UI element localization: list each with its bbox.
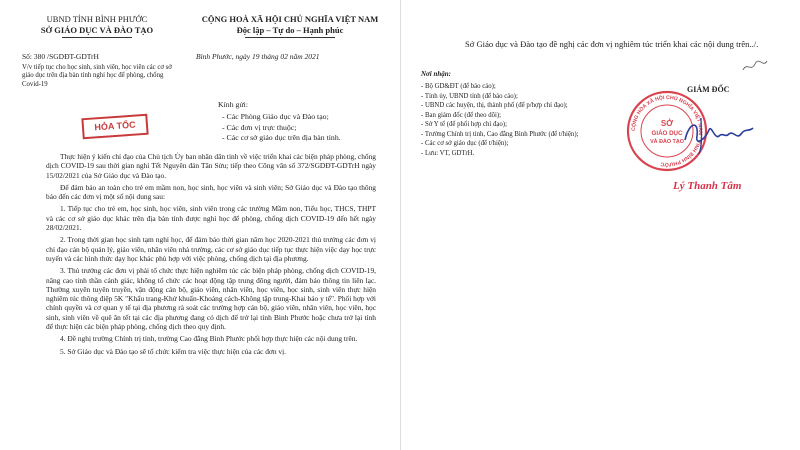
document-number: Số: 380 /SGDĐT-GDTrH xyxy=(22,52,99,61)
distribution-item: - Lưu: VT, GDTrH. xyxy=(421,149,475,157)
body-paragraph: Thực hiện ý kiến chỉ đạo của Chủ tịch Ủy ban nhân dân tỉnh về việc triển khai các biện pháp phòng, chống dịch COVID-19 sau thời gian nghỉ Tết Nguyên đán Tân Sửu; tiếp theo Công văn số 372/SGDĐT-GDTrH ngày 15/02/2021 của Sở Giáo dục và Đào tạo. xyxy=(46,152,376,180)
signatory-title: GIÁM ĐỐC xyxy=(687,85,730,94)
body-paragraph: 2. Trong thời gian học sinh tạm nghỉ học, để đảm bảo thời gian năm học 2020-2021 thủ trưởng các đơn vị chỉ đạo cán bộ quản lý, giáo viên, nhân viên nhà trường, các cơ sở giáo dục tiếp tục thực hiện việc dạy học trực tuyến và các hình thức dạy học khác phù hợp với việc phòng, chống dịch tại địa phương. xyxy=(46,235,376,263)
motto-rule xyxy=(245,37,335,38)
svg-text:GIÁO DỤC: GIÁO DỤC xyxy=(651,130,683,137)
recipients-distribution-list xyxy=(421,82,578,158)
distribution-item: - Sở Y tế (để phối hợp chỉ đạo); xyxy=(421,121,507,128)
signature-icon xyxy=(679,110,759,160)
recipient-item: - Các đơn vị trực thuộc; xyxy=(222,122,297,132)
document-date: Bình Phước, ngày 19 tháng 02 năm 2021 xyxy=(196,52,320,61)
distribution-item: - UBND các huyện, thị, thành phố (để p/hợp chỉ đạo); xyxy=(421,102,568,109)
header-rule xyxy=(62,37,132,38)
nation-title: CỘNG HOÀ XÃ HỘI CHỦ NGHĨA VIỆT NAM xyxy=(201,14,379,24)
handwritten-mark-icon xyxy=(741,58,769,74)
recipient-list xyxy=(222,112,341,144)
nation-header xyxy=(190,14,390,38)
distribution-item: - Trường Chính trị tỉnh, Cao đẳng Bình Phước (để t/hiện); xyxy=(421,130,579,138)
svg-text:CỘNG HÒA XÃ HỘI CHỦ NGHĨA VIỆT: CỘNG HÒA XÃ HỘI CHỦ NGHĨA VIỆT NAM · TỈNH BÌNH PHƯỚC xyxy=(630,94,704,168)
agency-name: SỞ GIÁO DỤC VÀ ĐÀO TẠO xyxy=(40,25,154,35)
svg-text:VÀ ĐÀO TẠO: VÀ ĐÀO TẠO xyxy=(650,139,684,145)
recipient-item: - Các cơ sở giáo dục trên địa bàn tỉnh. xyxy=(222,133,341,142)
recipient-item: - Các Phòng Giáo dục và Đào tạo; xyxy=(222,112,329,121)
document-subject: V/v tiếp tục cho học sinh, sinh viên, học viên các cơ sở giáo dục trên địa bàn tỉnh nghỉ học để phòng, chống Covid-19 xyxy=(22,64,172,88)
closing-paragraph: Sở Giáo dục và Đào tạo đề nghị các đơn vị nghiêm túc triển khai các nội dung trên../. xyxy=(465,39,759,49)
body-paragraph: 5. Sở Giáo dục và Đào tạo sẽ tổ chức kiểm tra việc thực hiện của các đơn vị. xyxy=(60,346,286,356)
body-paragraph: 3. Thủ trưởng các đơn vị phải tổ chức thực hiện nghiêm túc các biện pháp phòng, chống dịch COVID-19, nâng cao tinh thần cảnh giác, không tổ chức các hoạt động tập trung đông người, đảm bảo thông tin liên lạc. Thường xuyên tuyên truyền, vận động cán bộ, giáo viên, nhân viên, học viên, học sinh, sinh viên thực hiện nghiêm túc thông điệp 5K "Khẩu trang-Khử khuẩn-Khoảng cách-Không tập trung-Khai báo y tế". Phối hợp với chính quyền và cơ quan y tế tại địa phương rà soát các trường hợp cán bộ, giáo viên, nhân viên, học viên, học sinh, sinh viên về quê ăn tết tại các địa phương đang có dịch để trở lại tỉnh Bình Phước hoặc chưa trở lại tỉnh để thực hiện các biện pháp phòng, chống dịch theo quy định. xyxy=(46,266,376,332)
body-paragraph: 4. Đề nghị trường Chính trị tỉnh, trường Cao đẳng Bình Phước phối hợp thực hiện các nội dung trên. xyxy=(60,334,358,344)
distribution-item: - Các cơ sở giáo dục (để t/hiện); xyxy=(421,140,509,147)
nation-motto: Độc lập – Tự do – Hạnh phúc xyxy=(236,25,344,35)
svg-text:SỞ: SỞ xyxy=(660,119,674,128)
agency-parent: UBND TỈNH BÌNH PHƯỚC xyxy=(46,14,148,24)
agency-header xyxy=(22,14,172,40)
distribution-item: - Bộ GD&ĐT (để báo cáo); xyxy=(421,83,496,90)
document-body xyxy=(46,152,376,359)
urgent-stamp: HỎA TỐC xyxy=(81,114,148,140)
body-paragraph: Để đảm bảo an toàn cho trẻ em mầm non, học sinh, học viên và sinh viên; Sở Giáo dục và Đào tạo thông báo đến các đơn vị một số nội dung sau: xyxy=(46,182,376,202)
distribution-item: - Ban giám đốc (để theo dõi); xyxy=(421,111,502,119)
distribution-item: - Tỉnh ủy, UBND tỉnh (để báo cáo); xyxy=(421,92,518,100)
recipients-label: Nơi nhận: xyxy=(421,70,452,78)
document-page-2 xyxy=(401,0,800,450)
salutation: Kính gửi: xyxy=(218,100,248,109)
body-paragraph: 1. Tiếp tục cho trẻ em, học sinh, học viên, sinh viên trong các trường Mầm non, Tiểu học, THCS, THPT và các cơ sở giáo dục khác trên địa bàn tỉnh được nghỉ học để phòng, chống dịch COVID-19 đến hết ngày 28/02/2021. xyxy=(46,204,376,233)
signer-name: Lý Thanh Tâm xyxy=(673,180,742,192)
